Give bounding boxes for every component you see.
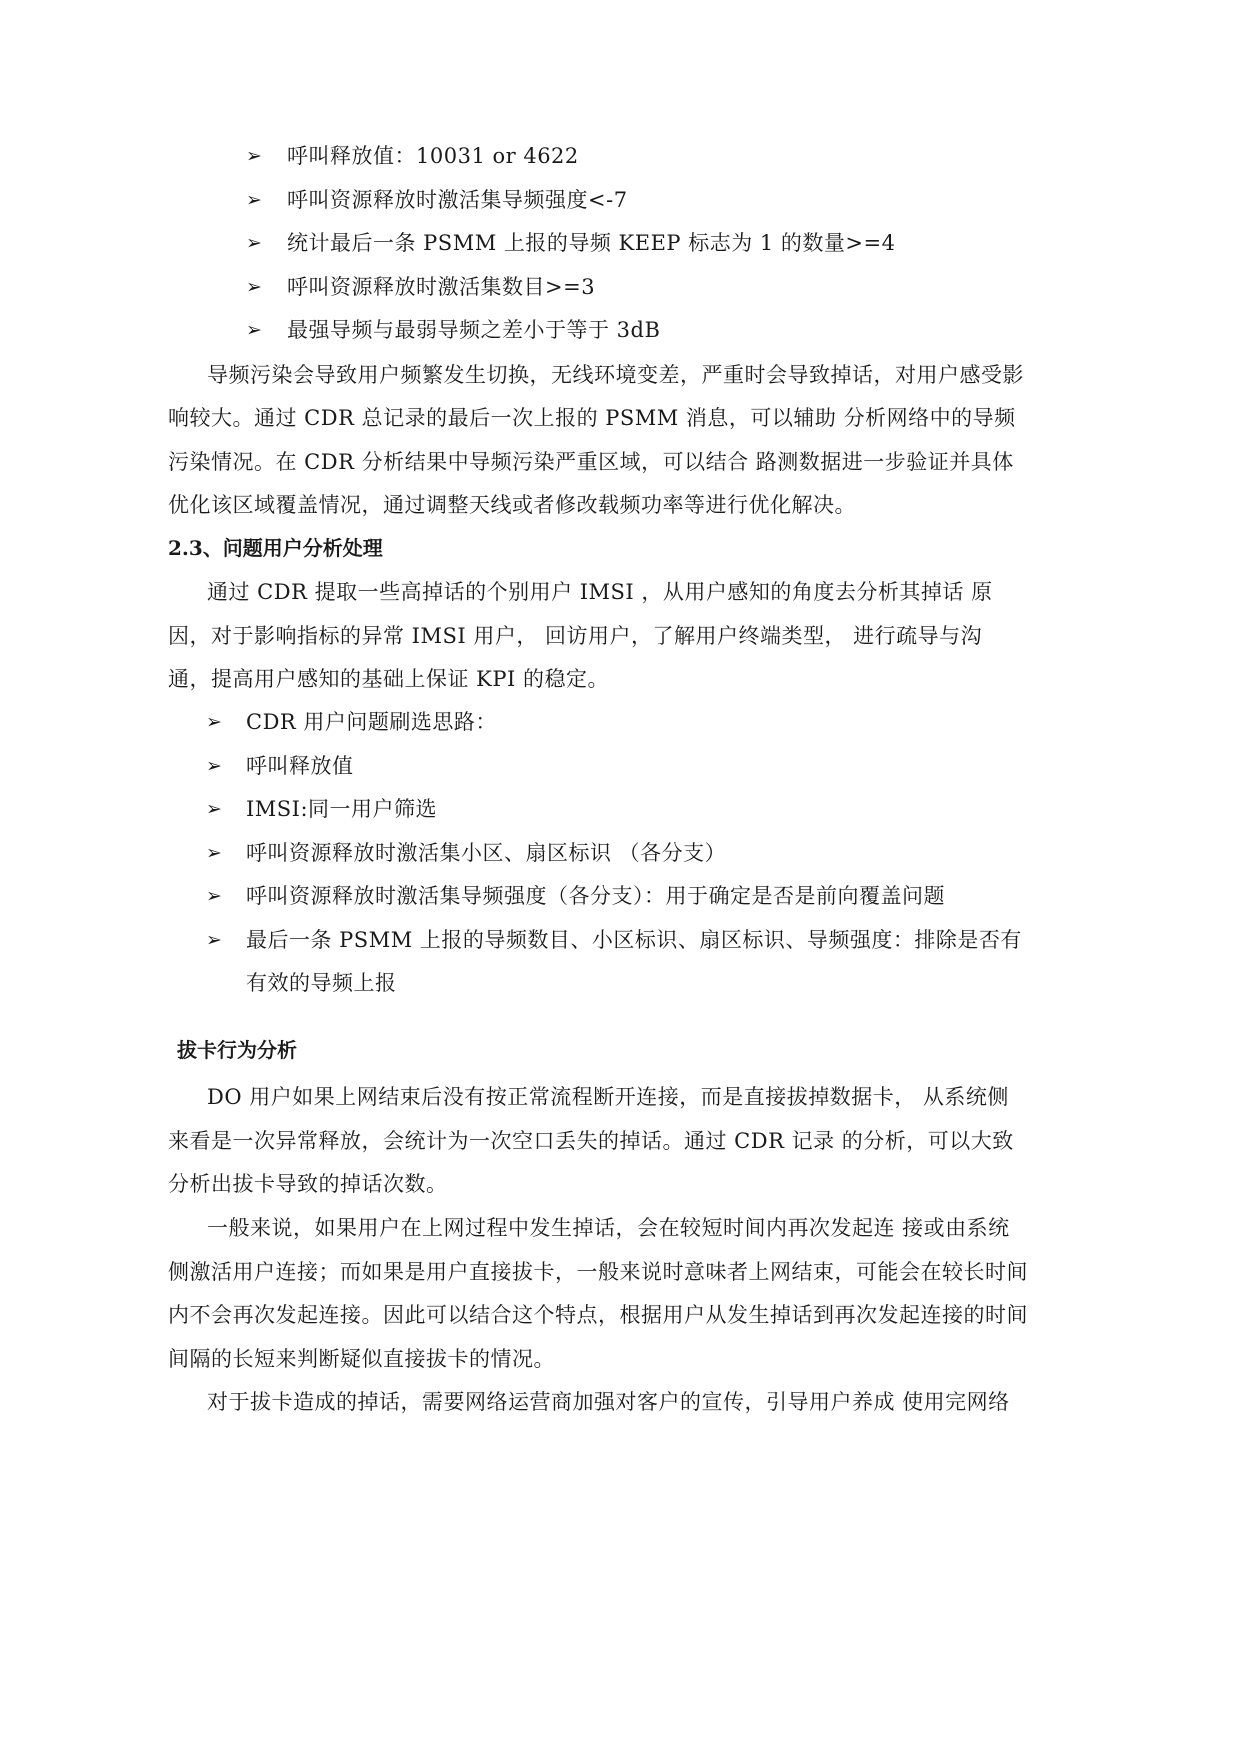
bullet-icon: ➢ <box>246 276 262 298</box>
paragraph-line: 内不会再次发起连接。因此可以结合这个特点，根据用户从发生掉话到再次发起连接的时间 <box>168 1303 1028 1327</box>
section-heading: 拔卡行为分析 <box>177 1038 297 1062</box>
bullet-icon: ➢ <box>246 319 262 341</box>
paragraph-line: 间隔的长短来判断疑似直接拔卡的情况。 <box>168 1347 555 1371</box>
paragraph-line: 响较大。通过 CDR 总记录的最后一次上报的 PSMM 消息，可以辅助 分析网络中的导频 <box>168 406 1016 430</box>
bullet-icon: ➢ <box>246 232 262 254</box>
bullet-text: 呼叫释放值 <box>246 754 354 778</box>
bullet-text: 呼叫资源释放时激活集小区、扇区标识 （各分支） <box>246 841 727 865</box>
paragraph-line: 通过 CDR 提取一些高掉话的个别用户 IMSI ，从用户感知的角度去分析其掉话 原 <box>207 580 993 604</box>
section-heading: 2.3、问题用户分析处理 <box>168 536 383 560</box>
bullet-text-continuation: 有效的导频上报 <box>246 971 397 995</box>
paragraph-line: 优化该区域覆盖情况，通过调整天线或者修改载频功率等进行优化解决。 <box>168 493 856 517</box>
paragraph-line: 来看是一次异常释放，会统计为一次空口丢失的掉话。通过 CDR 记录 的分析，可以大致 <box>168 1129 1014 1153</box>
bullet-text: 呼叫资源释放时激活集导频强度（各分支）：用于确定是否是前向覆盖问题 <box>246 884 945 908</box>
paragraph-line: 侧激活用户连接；而如果是用户直接拔卡，一般来说时意味者上网结束，可能会在较长时间 <box>168 1260 1028 1284</box>
bullet-icon: ➢ <box>206 755 222 777</box>
paragraph-line: 分析出拔卡导致的掉话次数。 <box>168 1172 448 1196</box>
paragraph-line: 污染情况。在 CDR 分析结果中导频污染严重区域，可以结合 路测数据进一步验证并具体 <box>168 450 1014 474</box>
bullet-icon: ➢ <box>206 929 222 951</box>
paragraph-line: 通，提高用户感知的基础上保证 KPI 的稳定。 <box>168 667 609 691</box>
bullet-text: 呼叫资源释放时激活集导频强度<-7 <box>287 188 628 212</box>
bullet-icon: ➢ <box>206 842 222 864</box>
bullet-text: 呼叫释放值：10031 or 4622 <box>287 144 579 168</box>
bullet-text: CDR 用户问题刷选思路： <box>246 710 497 734</box>
paragraph-line: 对于拔卡造成的掉话，需要网络运营商加强对客户的宣传，引导用户养成 使用完网络 <box>207 1390 1010 1414</box>
bullet-icon: ➢ <box>206 885 222 907</box>
paragraph-line: 一般来说，如果用户在上网过程中发生掉话，会在较短时间内再次发起连 接或由系统 <box>207 1216 1010 1240</box>
paragraph-line: 因，对于影响指标的异常 IMSI 用户， 回访用户，了解用户终端类型， 进行疏导与沟 <box>168 624 983 648</box>
bullet-text: 呼叫资源释放时激活集数目>=3 <box>287 275 596 299</box>
bullet-icon: ➢ <box>206 711 222 733</box>
bullet-icon: ➢ <box>246 145 262 167</box>
bullet-icon: ➢ <box>206 798 222 820</box>
bullet-text: 最强导频与最弱导频之差小于等于 3dB <box>287 318 661 342</box>
paragraph-line: 导频污染会导致用户频繁发生切换，无线环境变差，严重时会导致掉话，对用户感受影 <box>207 363 1024 387</box>
bullet-icon: ➢ <box>246 189 262 211</box>
paragraph-line: DO 用户如果上网结束后没有按正常流程断开连接，而是直接拔掉数据卡， 从系统侧 <box>207 1085 1009 1109</box>
bullet-text: 统计最后一条 PSMM 上报的导频 KEEP 标志为 1 的数量>=4 <box>287 231 896 255</box>
bullet-text: 最后一条 PSMM 上报的导频数目、小区标识、扇区标识、导频强度：排除是否有 <box>246 928 1022 952</box>
bullet-text: IMSI:同一用户筛选 <box>246 797 438 821</box>
